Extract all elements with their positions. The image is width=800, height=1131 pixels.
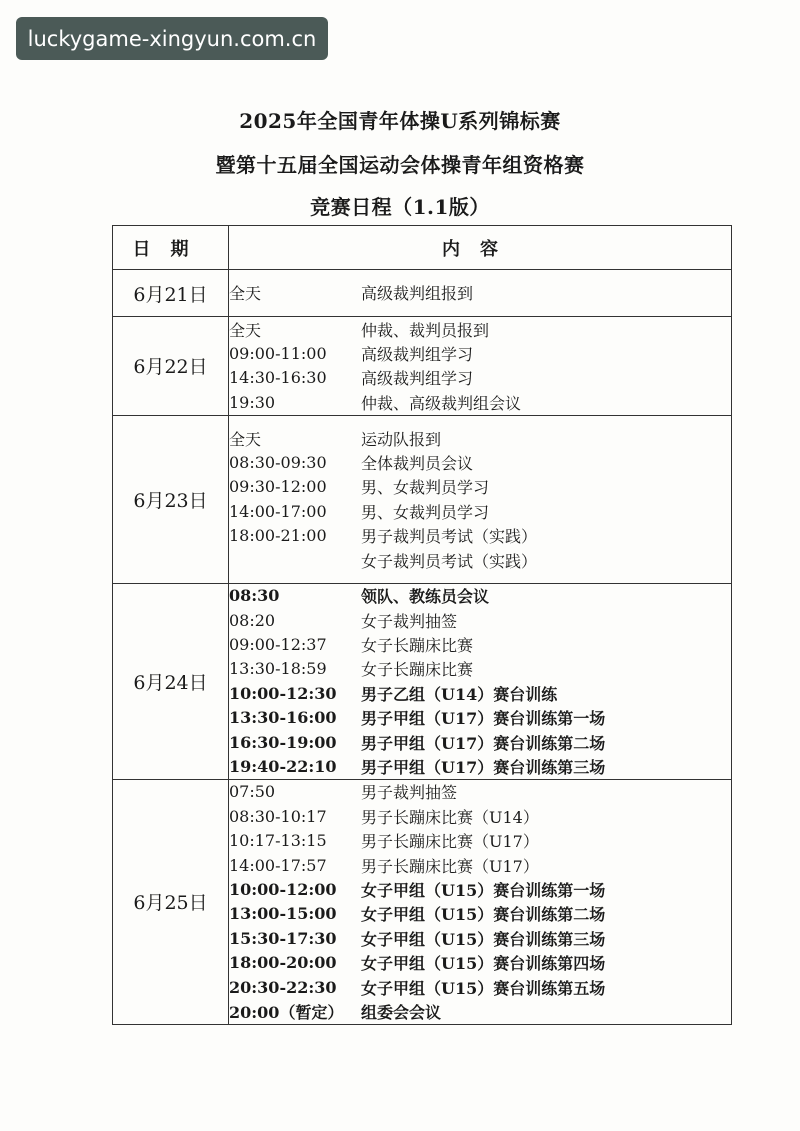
schedule-entry-time: 10:00-12:00: [229, 879, 337, 899]
schedule-date-cell: 6月24日: [113, 583, 229, 779]
schedule-entry: [229, 681, 731, 705]
schedule-entry-time: 08:30-10:17: [229, 806, 327, 826]
schedule-entry-time: 10:17-13:15: [229, 831, 327, 851]
schedule-day-row: [113, 415, 732, 583]
schedule-entry: [229, 902, 731, 926]
watermark: luckygame-xingyun.com.cn: [16, 17, 328, 60]
schedule-entry-time: 14:00-17:57: [229, 855, 327, 875]
schedule-entry-description: 运动队报到: [361, 429, 442, 449]
schedule-entry-time: 19:40-22:10: [229, 756, 337, 776]
schedule-entry-description: 领队、教练员会议: [361, 587, 490, 607]
schedule-entry: [229, 706, 731, 730]
schedule-entry: [229, 853, 731, 877]
schedule-entry-description: 女子甲组（U15）赛台训练第五场: [361, 978, 606, 998]
schedule-entry: [229, 780, 731, 804]
schedule-entry-time: 07:50: [229, 782, 276, 802]
schedule-entry: [229, 754, 731, 778]
schedule-day-row: [113, 270, 732, 317]
schedule-entry-time: 18:00-21:00: [229, 526, 327, 546]
schedule-entry-time: 13:30-16:00: [229, 708, 337, 728]
schedule-entry-time: 13:00-15:00: [229, 904, 337, 924]
schedule-entry-time: 14:30-16:30: [229, 368, 327, 388]
schedule-entry-time: 08:30: [229, 586, 280, 606]
schedule-entry-time: 15:30-17:30: [229, 928, 337, 948]
schedule-entry-time: 08:20: [229, 610, 276, 630]
schedule-entry-description: 女子甲组（U15）赛台训练第四场: [361, 954, 606, 974]
schedule-entry-description: 女子裁判抽签: [361, 611, 458, 631]
schedule-entry: [229, 426, 731, 450]
schedule-content-cell: [229, 270, 732, 317]
schedule-entry-time: 全天: [229, 284, 262, 304]
schedule-entry-description: 高级裁判组学习: [361, 369, 474, 389]
schedule-date-cell: 6月21日: [113, 270, 229, 317]
schedule-entry-description: 男子甲组（U17）赛台训练第一场: [361, 709, 606, 729]
schedule-date-cell: 6月22日: [113, 317, 229, 416]
date-column-header: 日期: [113, 226, 229, 270]
schedule-entry-description: 男子长蹦床比赛（U17）: [361, 856, 539, 876]
schedule-entry: [229, 499, 731, 523]
schedule-entry: [229, 281, 731, 305]
schedule-entry-description: 男、女裁判员学习: [361, 478, 490, 498]
schedule-day-row: [113, 779, 732, 1024]
schedule-entry-time: 08:30-09:30: [229, 452, 327, 472]
schedule-entry: [229, 999, 731, 1023]
schedule-entry-description: 男子裁判抽签: [361, 783, 458, 803]
schedule-entry-description: 女子长蹦床比赛: [361, 636, 474, 656]
schedule-body: [113, 270, 732, 1025]
schedule-entry-description: 女子长蹦床比赛: [361, 660, 474, 680]
schedule-version-title: 竞赛日程（1.1版）: [310, 195, 490, 219]
schedule-entry-time: 10:00-12:30: [229, 683, 337, 703]
schedule-entry-description: 男子乙组（U14）赛台训练: [361, 684, 558, 704]
schedule-entry-description: 组委会会议: [361, 1002, 442, 1022]
schedule-content-cell: [229, 415, 732, 583]
content-column-header: 内容: [229, 226, 732, 270]
schedule-entry-description: 女子甲组（U15）赛台训练第二场: [361, 905, 606, 925]
schedule-entry: [229, 804, 731, 828]
schedule-entry-time: 09:30-12:00: [229, 477, 327, 497]
schedule-entry-description: 仲裁、裁判员报到: [361, 320, 490, 340]
schedule-entry-description: 女子裁判员考试（实践）: [361, 551, 538, 571]
schedule-entry-description: 高级裁判组学习: [361, 345, 474, 365]
schedule-entry-time: 16:30-19:00: [229, 732, 337, 752]
schedule-entry: [229, 657, 731, 681]
schedule-entry-description: 男子长蹦床比赛（U17）: [361, 832, 539, 852]
schedule-entry: [229, 450, 731, 474]
schedule-entry: [229, 829, 731, 853]
schedule-content-cell: [229, 317, 732, 416]
schedule-entry-description: 男子甲组（U17）赛台训练第二场: [361, 733, 606, 753]
schedule-entry-time: 全天: [229, 429, 262, 449]
schedule-content-cell: [229, 779, 732, 1024]
schedule-entry-description: 高级裁判组报到: [361, 284, 474, 304]
schedule-entry: [229, 341, 731, 365]
schedule-entry-time: 14:00-17:00: [229, 501, 327, 521]
schedule-day-row: [113, 583, 732, 779]
schedule-entry: [229, 366, 731, 390]
schedule-entry: [229, 877, 731, 901]
schedule-entry-time: 20:00（暂定）: [229, 1002, 344, 1022]
document-subtitle: 暨第十五届全国运动会体操青年组资格赛: [215, 153, 585, 177]
schedule-entry: [229, 926, 731, 950]
schedule-entry-time: 全天: [229, 320, 262, 340]
schedule-entry-time: 19:30: [229, 392, 276, 412]
schedule-day-row: [113, 317, 732, 416]
schedule-entry: [229, 475, 731, 499]
schedule-entry: [229, 548, 731, 572]
schedule-date-cell: 6月23日: [113, 415, 229, 583]
schedule-date-cell: 6月25日: [113, 779, 229, 1024]
schedule-entry: [229, 317, 731, 341]
schedule-entry-time: 09:00-11:00: [229, 344, 327, 364]
schedule-entry-description: 男子裁判员考试（实践）: [361, 527, 538, 547]
schedule-entry-description: 女子甲组（U15）赛台训练第一场: [361, 880, 606, 900]
schedule-entry-description: 全体裁判员会议: [361, 453, 474, 473]
schedule-content-cell: [229, 583, 732, 779]
schedule-entry: [229, 632, 731, 656]
schedule-entry-time: 13:30-18:59: [229, 659, 327, 679]
schedule-entry: [229, 390, 731, 414]
schedule-entry: [229, 523, 731, 547]
schedule-table: [112, 225, 732, 1025]
schedule-entry-time: 18:00-20:00: [229, 953, 337, 973]
schedule-entry-description: 仲裁、高级裁判组会议: [361, 393, 522, 413]
schedule-entry: [229, 730, 731, 754]
schedule-entry-description: 女子甲组（U15）赛台训练第三场: [361, 929, 606, 949]
schedule-entry: [229, 950, 731, 974]
schedule-entry: [229, 584, 731, 608]
schedule-entry-description: 男子长蹦床比赛（U14）: [361, 807, 539, 827]
schedule-entry-time: 20:30-22:30: [229, 977, 337, 997]
schedule-entry-description: 男子甲组（U17）赛台训练第三场: [361, 757, 606, 777]
schedule-entry-description: 男、女裁判员学习: [361, 502, 490, 522]
schedule-entry: [229, 975, 731, 999]
schedule-entry: [229, 608, 731, 632]
schedule-entry-time: 09:00-12:37: [229, 635, 327, 655]
document-title: 2025年全国青年体操U系列锦标赛: [239, 109, 561, 133]
